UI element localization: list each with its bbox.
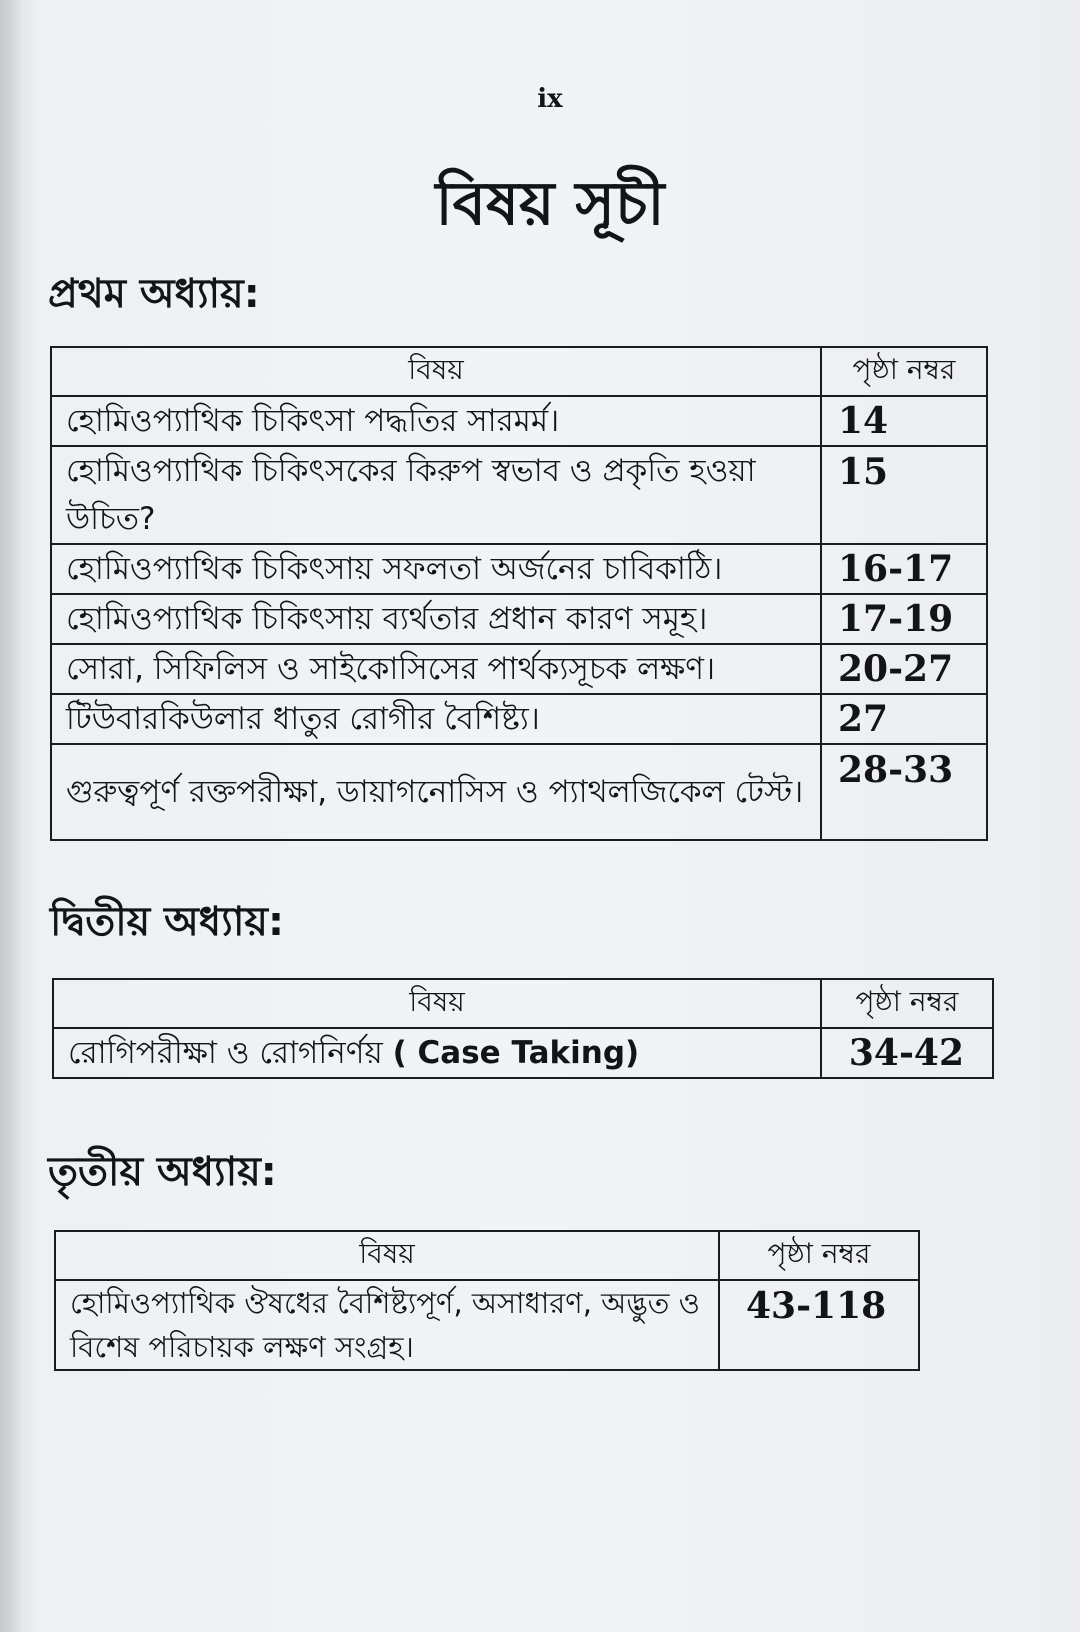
row-page: 17-19 xyxy=(821,594,987,644)
page-title: বিষয় সূচী xyxy=(435,169,665,239)
table-row xyxy=(51,744,987,840)
page-number: ix xyxy=(537,84,563,114)
row-topic: গুরুত্বপূর্ণ রক্তপরীক্ষা, ডায়াগনোসিস ও প্যাথলজিকেল টেস্ট। xyxy=(51,744,821,840)
row-topic-english: ( Case Taking) xyxy=(392,1035,640,1071)
chapter-3-table xyxy=(54,1230,920,1371)
table-row xyxy=(51,396,987,446)
row-page: 43-118 xyxy=(719,1280,919,1370)
chapter-1-heading: প্রথম অধ্যায়: xyxy=(48,271,260,317)
table-header-row xyxy=(51,347,987,396)
row-topic xyxy=(53,1028,821,1078)
header-topic: বিষয় xyxy=(51,347,821,396)
row-topic: হোমিওপ্যাথিক চিকিৎসায় সফলতা অর্জনের চাবিকাঠি। xyxy=(51,544,821,594)
header-page: পৃষ্ঠা নম্বর xyxy=(821,979,993,1028)
table-row xyxy=(55,1280,919,1370)
row-page: 28-33 xyxy=(821,744,987,840)
header-page: পৃষ্ঠা নম্বর xyxy=(719,1231,919,1280)
chapter-2-heading: দ্বিতীয় অধ্যায়: xyxy=(50,899,284,945)
row-page: 15 xyxy=(821,446,987,544)
header-topic: বিষয় xyxy=(55,1231,719,1280)
row-page: 20-27 xyxy=(821,644,987,694)
table-row xyxy=(51,544,987,594)
row-page: 34-42 xyxy=(821,1028,993,1078)
row-topic: হোমিওপ্যাথিক চিকিৎসকের কিরুপ স্বভাব ও প্রকৃতি হওয়া উচিত? xyxy=(51,446,821,544)
row-page: 16-17 xyxy=(821,544,987,594)
table-row xyxy=(51,644,987,694)
table-row xyxy=(51,694,987,744)
table-row xyxy=(51,594,987,644)
chapter-1-table xyxy=(50,346,988,841)
row-topic: হোমিওপ্যাথিক চিকিৎসা পদ্ধতির সারমর্ম। xyxy=(51,396,821,446)
header-page: পৃষ্ঠা নম্বর xyxy=(821,347,987,396)
row-topic-bengali: রোগিপরীক্ষা ও রোগনির্ণয় xyxy=(68,1035,383,1071)
chapter-2-table xyxy=(52,978,994,1079)
table-row xyxy=(51,446,987,544)
row-topic: টিউবারকিউলার ধাতুর রোগীর বৈশিষ্ট্য। xyxy=(51,694,821,744)
table-header-row xyxy=(53,979,993,1028)
row-topic: হোমিওপ্যাথিক ঔষধের বৈশিষ্ট্যপূর্ণ, অসাধারণ, অদ্ভুত ও বিশেষ পরিচায়ক লক্ষণ সংগ্রহ। xyxy=(55,1280,719,1370)
row-page: 27 xyxy=(821,694,987,744)
header-topic: বিষয় xyxy=(53,979,821,1028)
table-row xyxy=(53,1028,993,1078)
chapter-3-heading: তৃতীয় অধ্যায়: xyxy=(48,1149,277,1195)
row-topic: সোরা, সিফিলিস ও সাইকোসিসের পার্থক্যসূচক লক্ষণ। xyxy=(51,644,821,694)
table-header-row xyxy=(55,1231,919,1280)
row-page: 14 xyxy=(821,396,987,446)
row-topic: হোমিওপ্যাথিক চিকিৎসায় ব্যর্থতার প্রধান কারণ সমূহ। xyxy=(51,594,821,644)
